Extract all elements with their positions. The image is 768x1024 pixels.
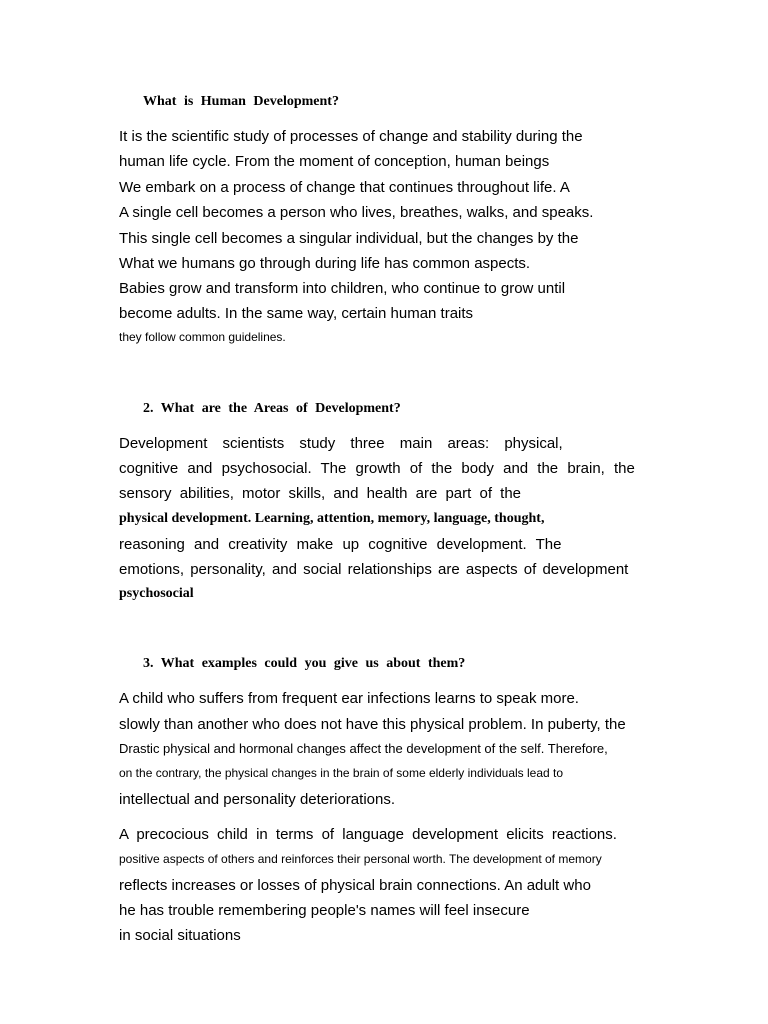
paragraph-line: they follow common guidelines. xyxy=(119,330,286,344)
section-heading: What is Human Development? xyxy=(143,94,339,109)
paragraph-line: on the contrary, the physical changes in the brain of some elderly individuals lead to xyxy=(119,766,564,780)
paragraph-line: sensory abilities, motor skills, and health are part of the xyxy=(119,485,522,502)
paragraph-line: physical development. Learning, attention, memory, language, thought, xyxy=(119,511,545,526)
paragraph-line: A child who suffers from frequent ear infections learns to speak more. xyxy=(119,690,579,707)
paragraph-line: It is the scientific study of processes of change and stability during the xyxy=(119,128,583,145)
paragraph-line: become adults. In the same way, certain human traits xyxy=(119,305,474,322)
paragraph-line: A precocious child in terms of language development elicits reactions. xyxy=(119,826,617,843)
paragraph-line: intellectual and personality deteriorations. xyxy=(119,791,395,808)
paragraph-line: Babies grow and transform into children, who continue to grow until xyxy=(119,280,566,297)
paragraph-line: A single cell becomes a person who lives, breathes, walks, and speaks. xyxy=(119,204,594,221)
paragraph-line: in social situations xyxy=(119,927,241,944)
paragraph-line: he has trouble remembering people's names will feel insecure xyxy=(119,902,530,919)
paragraph-line: Drastic physical and hormonal changes affect the development of the self. Therefore, xyxy=(119,741,608,756)
paragraph-line: slowly than another who does not have this physical problem. In puberty, the xyxy=(119,716,626,733)
paragraph-line: reflects increases or losses of physical brain connections. An adult who xyxy=(119,877,591,894)
paragraph-line: Development scientists study three main areas: physical, xyxy=(119,435,563,452)
paragraph-line: This single cell becomes a singular individual, but the changes by the xyxy=(119,230,579,247)
paragraph-line: human life cycle. From the moment of conception, human beings xyxy=(119,153,550,170)
section-heading: 3. What examples could you give us about them? xyxy=(143,656,466,671)
paragraph-line: cognitive and psychosocial. The growth of the body and the brain, the xyxy=(119,460,635,477)
paragraph-line: emotions, personality, and social relationships are aspects of development xyxy=(119,561,629,578)
section-heading: 2. What are the Areas of Development? xyxy=(143,401,401,416)
paragraph-line: psychosocial xyxy=(119,586,194,601)
paragraph-line: reasoning and creativity make up cognitive development. The xyxy=(119,536,562,553)
paragraph-line: What we humans go through during life has common aspects. xyxy=(119,255,531,272)
paragraph-line: positive aspects of others and reinforces their personal worth. The development of memory xyxy=(119,852,602,866)
paragraph-line: We embark on a process of change that continues throughout life. A xyxy=(119,179,570,196)
